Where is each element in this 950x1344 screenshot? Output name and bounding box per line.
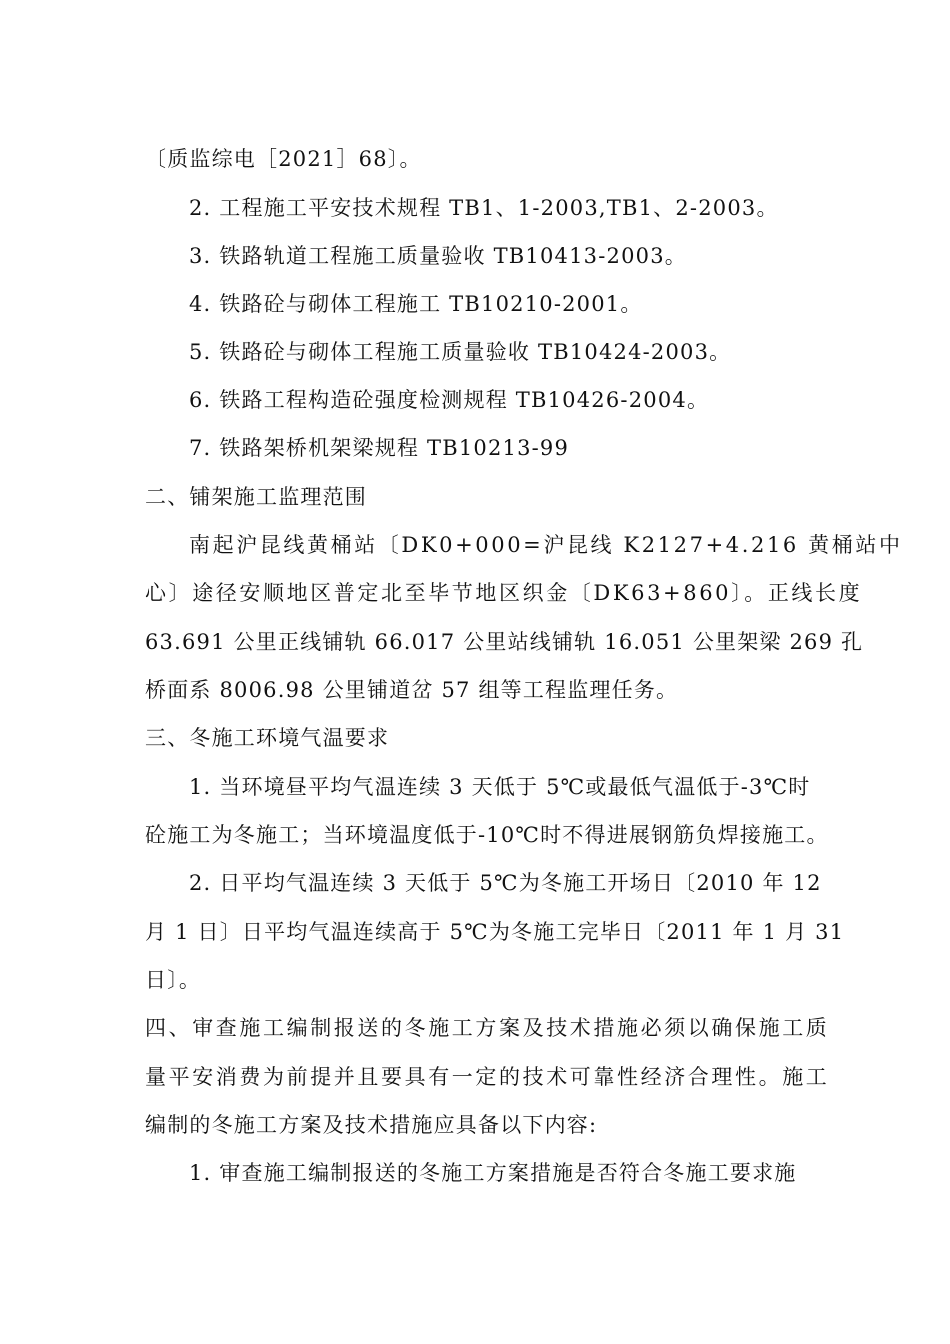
list-item: 5. 铁路砼与砌体工程施工质量验收 TB10424-2003。 xyxy=(189,340,732,364)
list-item: 1. 当环境昼平均气温连续 3 天低于 5℃或最低气温低于-3℃时 xyxy=(189,775,811,799)
list-item: 6. 铁路工程构造砼强度检测规程 TB10426-2004。 xyxy=(189,388,710,412)
list-item: 7. 铁路架桥机架梁规程 TB10213-99 xyxy=(189,436,570,460)
list-item: 3. 铁路轨道工程施工质量验收 TB10413-2003。 xyxy=(189,244,687,268)
list-item: 2. 工程施工平安技术规程 TB1、1-2003,TB1、2-2003。 xyxy=(189,196,779,220)
section-heading: 二、铺架施工监理范围 xyxy=(145,485,367,509)
paragraph-line: 南起沪昆线黄桶站〔DK0+000=沪昆线 K2127+4.216 黄桶站中 xyxy=(189,533,903,557)
section-heading: 四、审查施工编制报送的冬施工方案及技术措施必须以确保施工质 xyxy=(145,1016,830,1040)
paragraph-line: 日〕。 xyxy=(145,968,202,992)
list-item: 2. 日平均气温连续 3 天低于 5℃为冬施工开场日〔2010 年 12 xyxy=(189,871,822,895)
paragraph-line: 砼施工为冬施工；当环境温度低于-10℃时不得进展钢筋负焊接施工。 xyxy=(145,823,829,847)
section-heading: 三、冬施工环境气温要求 xyxy=(145,726,390,750)
paragraph-line: 心〕途径安顺地区普定北至毕节地区织金〔DK63+860〕。正线长度 xyxy=(145,581,863,605)
paragraph-line: 量平安消费为前提并且要具有一定的技术可靠性经济合理性。施工 xyxy=(145,1065,830,1089)
paragraph-line: 编制的冬施工方案及技术措施应具备以下内容: xyxy=(145,1113,598,1137)
paragraph-line: 桥面系 8006.98 公里铺道岔 57 组等工程监理任务。 xyxy=(145,678,679,702)
paragraph-line: 63.691 公里正线铺轨 66.017 公里站线铺轨 16.051 公里架梁 269 孔 xyxy=(145,630,864,654)
text-line: 〔质监综电［2021］68〕。 xyxy=(145,147,422,171)
list-item: 4. 铁路砼与砌体工程施工 TB10210-2001。 xyxy=(189,292,643,316)
paragraph-line: 月 1 日〕日平均气温连续高于 5℃为冬施工完毕日〔2011 年 1 月 31 xyxy=(145,920,845,944)
list-item: 1. 审查施工编制报送的冬施工方案措施是否符合冬施工要求施 xyxy=(189,1161,797,1185)
